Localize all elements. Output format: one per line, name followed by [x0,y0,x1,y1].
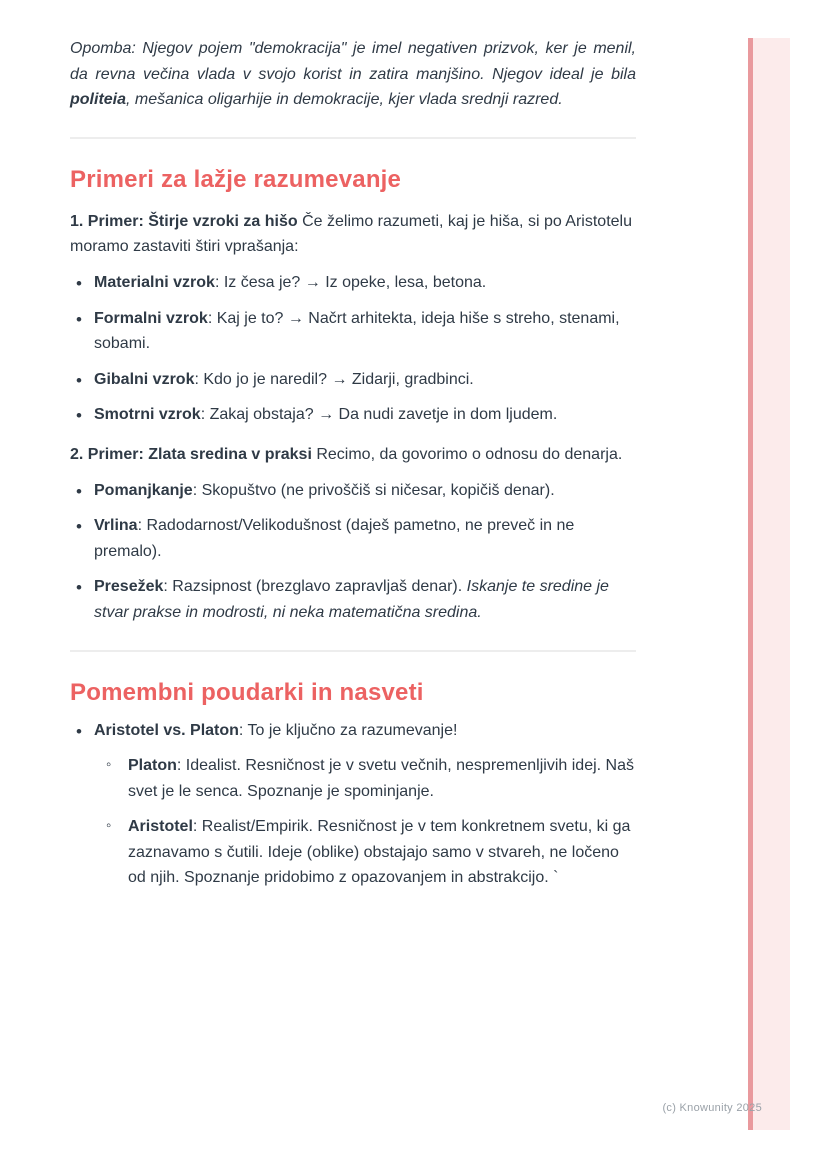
section-divider [70,650,636,652]
comparison-sublist [94,753,636,891]
sublist-item-text: : Realist/Empirik. Resničnost je v tem konkretnem svetu, ki ga zaznavamo s čutili. Ideje (oblike) obstajajo samo v stvareh, ne ločeno od njih. Spoznanje pridobimo z opazovanjem in abstrakcijo. ` [128,818,631,887]
highlights-list [70,718,636,892]
accent-bar [748,38,790,1130]
list-item-text: : Kdo jo je naredil? → Zidarji, gradbinci. [194,370,474,388]
list-item-term: Aristotel vs. Platon [94,721,239,739]
list-item-term: Presežek [94,578,164,596]
list-item-italic-note: Iskanje te sredine je stvar prakse in modrosti, ni neka matematična sredina. [94,578,609,621]
sublist-item-text: : Idealist. Resničnost je v svetu večnih, nespremenljivih idej. Naš svet je le senca. Spoznanje je spominjanje. [128,757,634,800]
list-item-text: : Iz česa je? → Iz opeke, lesa, betona. [214,273,487,291]
list-item-term: Materialni vzrok [94,273,215,291]
example-1-title: 1. Primer: Štirje vzroki za hišo [70,212,298,230]
list-item-aristotle-vs-plato [70,718,636,892]
example-1-text: Če želimo razumeti, kaj je hiša, si po Aristotelu moramo zastaviti štiri vprašanja: [70,212,632,256]
list-item-excess [70,574,636,625]
list-item-deficiency [70,478,636,504]
sublist-item-term: Platon [128,757,177,775]
list-item-text: : To je ključno za razumevanje! [238,721,458,739]
list-item-text: : Zakaj obstaja? → Da nudi zavetje in dom ljudem. [200,406,558,424]
section-title-highlights: Pomembni poudarki in nasveti [70,678,424,706]
sublist-item-term: Aristotel [128,818,193,836]
section-divider [70,137,636,139]
golden-mean-list [70,478,636,626]
sublist-item-aristotle [94,814,636,891]
example-2-intro [70,442,636,468]
list-item-material-cause [70,270,636,296]
list-item-virtue [70,513,636,564]
note-text-prefix: Opomba: Njegov pojem "demokracija" je imel negativen prizvok, ker je menil, da revna večina vlada v svojo korist in zatira manjšino. Njegov ideal je bila [70,40,636,83]
list-item-final-cause [70,402,636,428]
example-2-title: 2. Primer: Zlata sredina v praksi [70,445,312,463]
list-item-text: : Skopuštvo (ne privoščiš si ničesar, kopičiš denar). [192,481,555,499]
note-text-suffix: , mešanica oligarhije in demokracije, kjer vlada srednji razred. [126,91,563,109]
list-item-moving-cause [70,367,636,393]
document-page [70,0,636,901]
causes-list [70,270,636,428]
note-text-bold: politeia [70,91,127,109]
list-item-term: Gibalni vzrok [94,370,195,388]
list-item-formal-cause [70,306,636,357]
list-item-term: Smotrni vzrok [94,406,201,424]
list-item-text: : Radodarnost/Velikodušnost (daješ pametno, ne preveč in ne premalo). [94,517,575,560]
section-title-examples: Primeri za lažje razumevanje [70,165,402,193]
list-item-text: : Razsipnost (brezglavo zapravljaš denar). [163,578,467,596]
note-paragraph [70,36,636,113]
list-item-text: : Kaj je to? → Načrt arhitekta, ideja hiše s streho, stenami, sobami. [94,309,620,353]
list-item-term: Formalni vzrok [94,309,208,327]
example-2-text: Recimo, da govorimo o odnosu do denarja. [311,445,623,463]
copyright-notice: (c) Knowunity 2025 [662,1102,762,1114]
list-item-term: Vrlina [94,517,138,535]
sublist-item-plato [94,753,636,804]
example-1-intro [70,209,636,260]
list-item-term: Pomanjkanje [94,481,193,499]
